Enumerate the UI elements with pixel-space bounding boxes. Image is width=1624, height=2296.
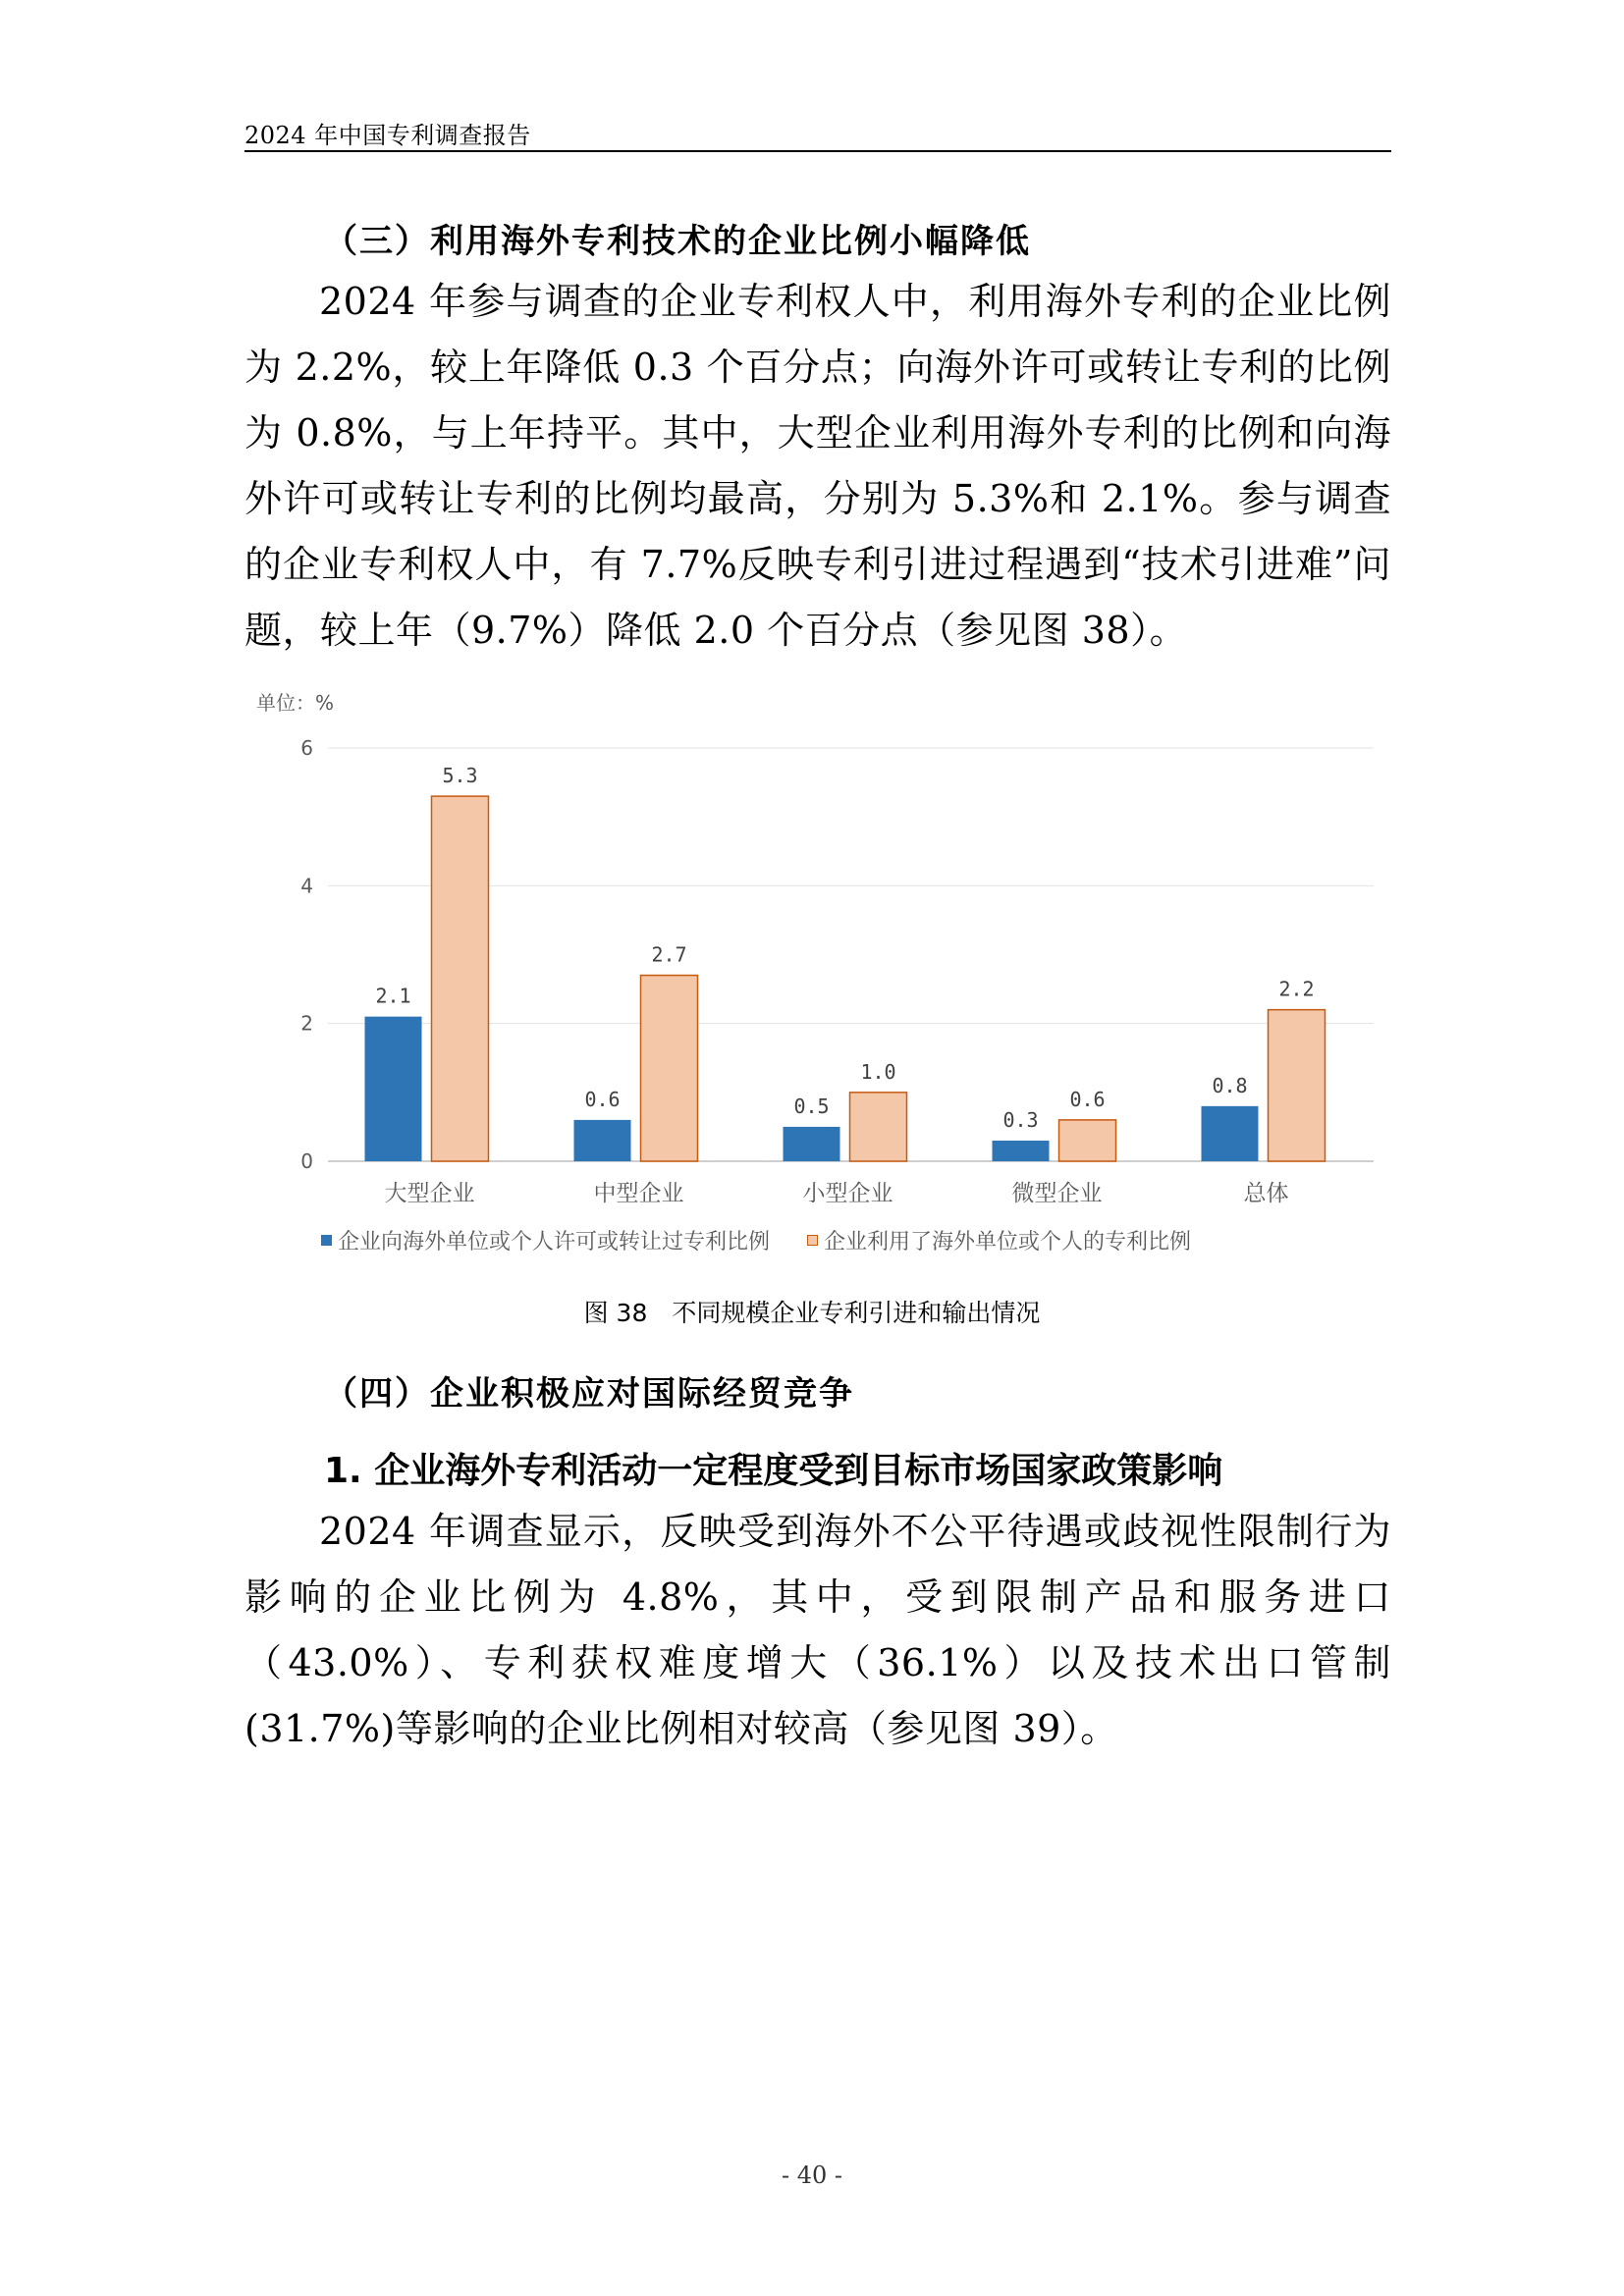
bar-value-label: 0.3 bbox=[1002, 1107, 1039, 1132]
bar bbox=[365, 1017, 422, 1161]
y-tick-label: 2 bbox=[300, 1011, 313, 1036]
running-title: 2024 年中国专利调查报告 bbox=[244, 122, 531, 149]
bar-value-label: 0.5 bbox=[793, 1094, 830, 1118]
bar bbox=[574, 1120, 631, 1161]
bar bbox=[784, 1127, 840, 1161]
bar bbox=[993, 1141, 1050, 1161]
header-rule bbox=[244, 150, 1391, 152]
legend-item-inbound bbox=[807, 1225, 1191, 1255]
bar bbox=[432, 796, 489, 1161]
x-tick-label: 大型企业 bbox=[384, 1181, 475, 1206]
bar bbox=[1059, 1120, 1116, 1161]
y-tick-label: 4 bbox=[300, 874, 313, 898]
x-tick-label: 小型企业 bbox=[802, 1181, 893, 1206]
section-3-heading: （三）利用海外专利技术的企业比例小幅降低 bbox=[324, 222, 1031, 261]
bar bbox=[850, 1093, 907, 1161]
section-4-heading: （四）企业积极应对国际经贸竞争 bbox=[324, 1374, 854, 1414]
legend-swatch-inbound bbox=[807, 1235, 818, 1246]
bar bbox=[1269, 1010, 1326, 1161]
bar-value-label: 0.8 bbox=[1212, 1073, 1248, 1097]
bar-value-label: 2.1 bbox=[375, 984, 411, 1008]
bar-value-label: 1.0 bbox=[860, 1059, 896, 1084]
section-4-paragraph: 2024 年调查显示，反映受到海外不公平待遇或歧视性限制行为影响的企业比例为 4.8%，其中，受到限制产品和服务进口（43.0%）、专利获权难度增大（36.1%）以及技术出口管制(31.7%)等影响的企业比例相对较高（参见图 39）。 bbox=[244, 1510, 1391, 1750]
page-number: - 40 - bbox=[781, 2162, 842, 2189]
section-3-paragraph: 2024 年参与调查的企业专利权人中，利用海外专利的企业比例为 2.2%，较上年降低 0.3 个百分点；向海外许可或转让专利的比例为 0.8%，与上年持平。其中，大型企业利用海外专利的比例和向海外许可或转让专利的比例均最高，分别为 5.3%和 2.1%。参与调查的企业专利权人中，有 7.7%反映专利引进过程遇到“技术引进难”问题，较上年（9.7%）降低 2.0 个百分点（参见图 38）。 bbox=[244, 280, 1391, 652]
legend-label-outbound: 企业向海外单位或个人许可或转让过专利比例 bbox=[338, 1230, 771, 1255]
legend-swatch-outbound bbox=[321, 1235, 332, 1246]
section-4-subheading: 1. 企业海外专利活动一定程度受到目标市场国家政策影响 bbox=[324, 1451, 1223, 1491]
bar-value-label: 0.6 bbox=[584, 1087, 621, 1111]
bar-value-label: 5.3 bbox=[442, 764, 478, 788]
chart-plot bbox=[244, 687, 1391, 1217]
figure-caption: 图 38 不同规模企业专利引进和输出情况 bbox=[583, 1299, 1041, 1327]
bar bbox=[641, 976, 698, 1161]
x-tick-label: 微型企业 bbox=[1011, 1181, 1103, 1206]
bar-value-label: 0.6 bbox=[1069, 1087, 1106, 1111]
bar-chart bbox=[244, 687, 1391, 1276]
chart-unit-label: 单位：% bbox=[256, 691, 335, 715]
bar bbox=[1202, 1106, 1259, 1161]
bar-value-label: 2.7 bbox=[651, 942, 687, 967]
y-tick-label: 6 bbox=[300, 736, 313, 760]
legend-item-outbound bbox=[321, 1225, 770, 1255]
chart-legend bbox=[321, 1225, 1191, 1255]
bar-value-label: 2.2 bbox=[1278, 977, 1315, 1001]
x-tick-label: 总体 bbox=[1243, 1181, 1289, 1206]
y-tick-label: 0 bbox=[300, 1149, 313, 1173]
x-tick-label: 中型企业 bbox=[593, 1181, 684, 1206]
legend-label-inbound: 企业利用了海外单位或个人的专利比例 bbox=[824, 1230, 1192, 1255]
